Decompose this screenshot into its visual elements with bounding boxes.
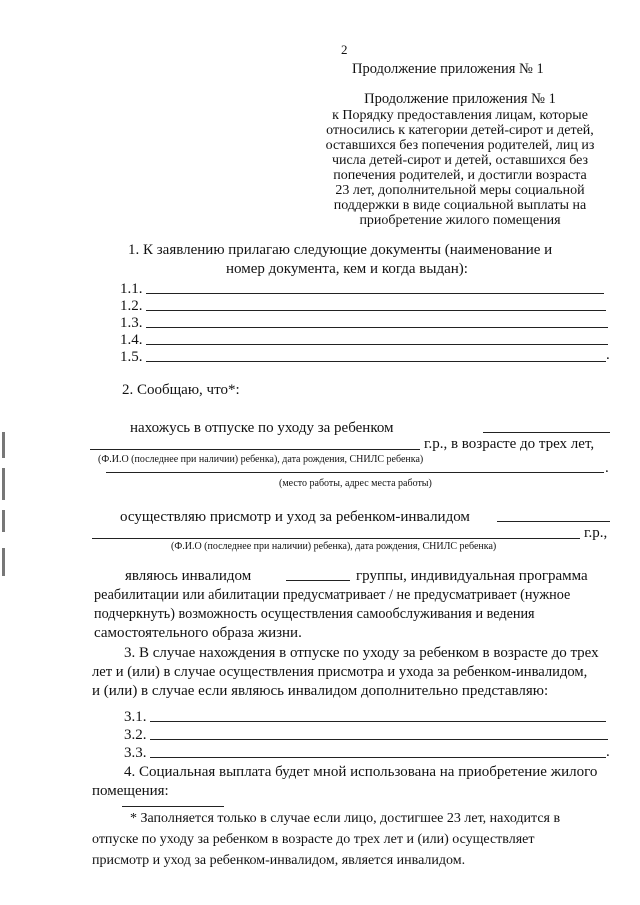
doc-item-label: 1.1. [120,281,143,297]
disabled-line: подчеркнуть) возможность осуществления самообслуживания и ведения [94,606,535,622]
section1-intro-cont: номер документа, кем и когда выдан): [226,261,468,277]
doc-item-label: 1.2. [120,298,143,314]
workplace-field[interactable] [106,472,604,473]
disabled-line: самостоятельного образа жизни. [94,625,302,641]
footnote-separator [122,806,224,807]
footnote-line: * Заполняется только в случае если лицо, достигшее 23 лет, находится в [130,811,561,826]
doc-item-label: 1.4. [120,332,143,348]
footnote-line: присмотр и уход за ребенком-инвалидом, является инвалидом. [92,853,466,868]
disabled-suffix: группы, индивидуальная программа [356,568,588,584]
section1-intro: 1. К заявлению прилагаю следующие документы (наименование и [128,242,553,258]
care-caption: (Ф.И.О (последнее при наличии) ребенка), дата рождения, СНИЛС ребенка) [171,541,497,552]
section3-line: 3. В случае нахождения в отпуске по уходу за ребенком в возрасте до трех [124,645,599,661]
period: . [606,744,610,760]
extra-doc-line[interactable] [150,721,606,722]
appendix-line: попечения родителей, и достигли возраста [333,168,587,183]
disabled-line: реабилитации или абилитации предусматривает / не предусматривает (нужное [94,587,571,603]
doc-item-line[interactable] [146,361,606,362]
section3-line: и (или) в случае если являюсь инвалидом дополнительно представляю: [92,683,549,699]
footnote-line: отпуске по уходу за ребенком в возрасте до трех лет и (или) осуществляет [92,832,535,847]
scan-margin-mark [2,548,5,576]
appendix-line: 23 лет, дополнительной меры социальной [335,183,585,198]
leave-text: нахожусь в отпуске по уходу за ребенком [130,420,394,436]
page-number: 2 [341,42,348,57]
appendix-line: оставшихся без попечения родителей, лиц из [325,138,595,153]
doc-item-line[interactable] [146,327,608,328]
appendix-line: числа детей-сирот и детей, оставшихся без [331,153,589,168]
doc-item-label: 1.5. [120,349,143,365]
scan-margin-mark [2,468,5,500]
period: . [605,460,609,476]
work-caption: (место работы, адрес места работы) [279,478,432,489]
appendix-line: к Порядку предоставления лицам, которые [332,108,588,123]
extra-doc-line[interactable] [150,757,606,758]
section4-line: 4. Социальная выплата будет мной использована на приобретение жилого [124,764,598,780]
section4-line: помещения: [92,783,169,799]
leave-suffix: г.р., в возрасте до трех лет, [424,436,595,452]
doc-item-label: 1.3. [120,315,143,331]
doc-item-line[interactable] [146,310,606,311]
extra-doc-line[interactable] [150,739,608,740]
disabled-prefix: являюсь инвалидом [125,568,252,584]
leave-child-field[interactable] [483,432,610,433]
doc-item-line[interactable] [146,293,604,294]
appendix-line: приобретение жилого помещения [359,213,561,228]
disability-group-field[interactable] [286,580,350,581]
section2-title: 2. Сообщаю, что*: [122,382,240,398]
period: . [606,347,610,363]
extra-doc-label: 3.1. [124,709,147,725]
scan-margin-mark [2,432,5,458]
appendix-line: относились к категории детей-сирот и детей, [326,123,594,138]
appendix-header [290,92,630,228]
leave-child-field-cont[interactable] [90,449,420,450]
appendix-title: Продолжение приложения № 1 [364,91,556,107]
section3-line: лет и (или) в случае осуществления присмотра и ухода за ребенком-инвалидом, [92,664,588,680]
extra-doc-label: 3.3. [124,745,147,761]
scan-margin-mark [2,510,5,532]
care-text: осуществляю присмотр и уход за ребенком-инвалидом [120,509,470,525]
care-child-field[interactable] [497,521,610,522]
continuation-title: Продолжение приложения № 1 [352,61,544,77]
care-suffix: г.р., [584,525,608,541]
child-caption: (Ф.И.О (последнее при наличии) ребенка), дата рождения, СНИЛС ребенка) [98,454,424,465]
extra-doc-label: 3.2. [124,727,147,743]
appendix-line: поддержки в виде социальной выплаты на [333,198,587,213]
doc-item-line[interactable] [146,344,608,345]
care-child-field-cont[interactable] [92,538,580,539]
